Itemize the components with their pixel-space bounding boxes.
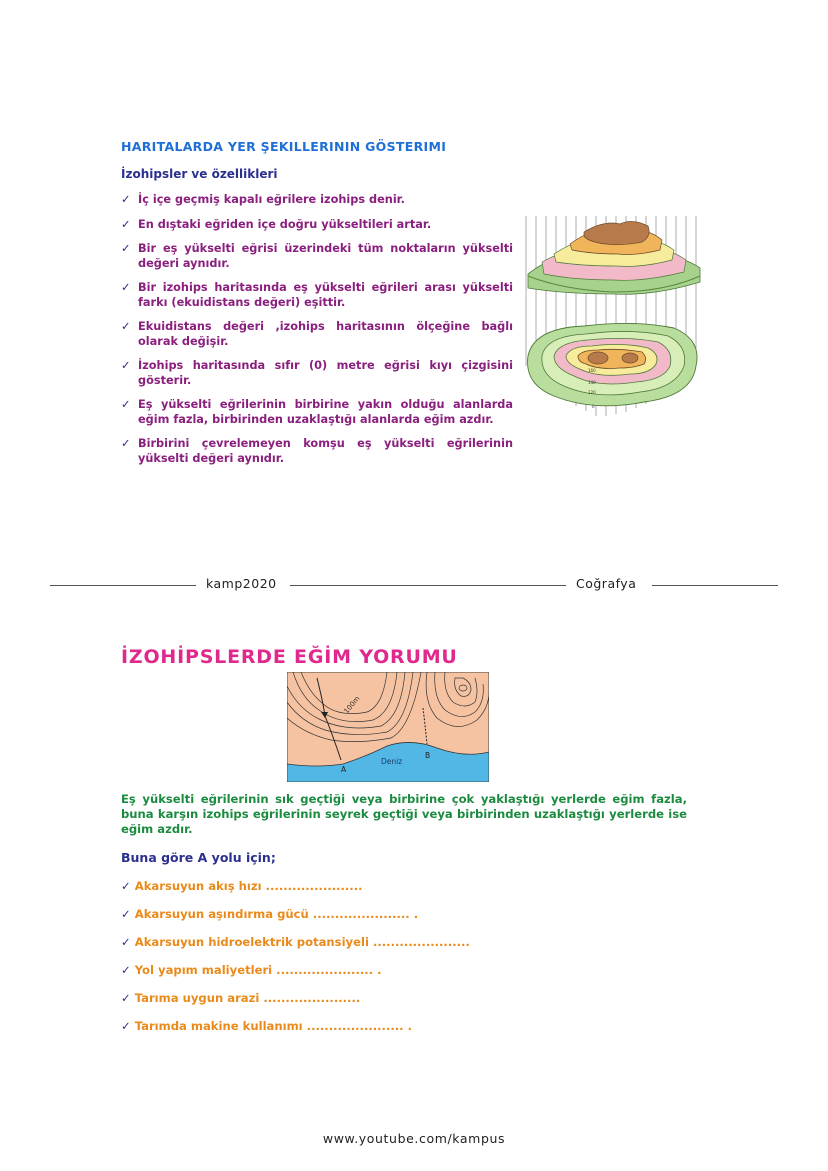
- check-icon: ✓: [121, 217, 131, 231]
- section-subtitle: İzohipsler ve özellikleri: [121, 167, 278, 181]
- section-title: İZOHİPSLERDE EĞİM YORUMU: [121, 646, 458, 668]
- check-icon: ✓: [121, 242, 131, 255]
- list-item: ✓ Tarıma uygun arazi ......................: [121, 991, 361, 1005]
- list-item: ✓ Yol yapım maliyetleri ...................... .: [121, 963, 382, 977]
- check-icon: ✓: [121, 1019, 131, 1033]
- list-item: ✓ Eş yükselti eğrilerinin birbirine yakın olduğu alanlarda eğim fazla, birbirinden uzaklaştığı alanlarda eğim azdır.: [121, 398, 513, 426]
- list-item: ✓ Bir eş yükselti eğrisi üzerindeki tüm noktaların yükselti değeri aynıdır.: [121, 242, 513, 270]
- topographic-illustration: [524, 216, 702, 428]
- sea-label: Deniz: [381, 757, 403, 766]
- divider-right-label: Coğrafya: [576, 576, 637, 591]
- slope-contour-map: [287, 672, 489, 782]
- contour-label: 100m: [342, 694, 362, 716]
- list-item: ✓ Akarsuyun hidroelektrik potansiyeli ......................: [121, 935, 470, 949]
- divider-line: [50, 585, 196, 586]
- list-item: ✓ Bir izohips haritasında eş yükselti eğrileri arası yükselti farkı (ekuidistans değeri) eşittir.: [121, 281, 513, 309]
- list-item: ✓ En dıştaki eğriden içe doğru yükseltileri artar.: [121, 217, 432, 231]
- list-item: ✓ Birbirini çevrelemeyen komşu eş yükselti eğrilerinin yükselti değeri aynıdır.: [121, 437, 513, 465]
- check-icon: ✓: [121, 281, 131, 294]
- divider-left-label: kamp2020: [206, 576, 277, 591]
- check-icon: ✓: [121, 963, 131, 977]
- check-icon: ✓: [121, 320, 131, 333]
- list-item: ✓ Ekuidistans değeri ,izohips haritasının ölçeğine bağlı olarak değişir.: [121, 320, 513, 348]
- check-icon: ✓: [121, 193, 131, 206]
- contour-label: 160: [588, 368, 596, 373]
- list-item: ✓ Akarsuyun akış hızı ......................: [121, 879, 363, 893]
- check-icon: ✓: [121, 437, 131, 450]
- list-item: ✓ İzohips haritasında sıfır (0) metre eğrisi kıyı çizgisini gösterir.: [121, 359, 513, 387]
- section-divider: [50, 576, 778, 594]
- properties-list: [121, 193, 513, 476]
- section-title: HARITALARDA YER ŞEKILLERININ GÖSTERIMI: [121, 139, 447, 154]
- check-icon: ✓: [121, 907, 131, 921]
- footer-url: www.youtube.com/kampus: [322, 1131, 506, 1146]
- question-list: [121, 877, 470, 1045]
- list-item: ✓ Akarsuyun aşındırma gücü ...................... .: [121, 907, 419, 921]
- list-item: ✓ Tarımda makine kullanımı ...................... .: [121, 1019, 413, 1033]
- check-icon: ✓: [121, 359, 131, 372]
- point-b-label: B: [425, 751, 431, 760]
- check-icon: ✓: [121, 935, 131, 949]
- check-icon: ✓: [121, 398, 131, 411]
- contour-label: 120: [588, 390, 596, 395]
- question-subtitle: Buna göre A yolu için;: [121, 850, 276, 865]
- check-icon: ✓: [121, 991, 131, 1005]
- list-item: ✓ İç içe geçmiş kapalı eğrilere izohips denir.: [121, 193, 405, 206]
- check-icon: ✓: [121, 879, 131, 893]
- contour-label: 140: [588, 380, 596, 385]
- point-a-label: A: [341, 765, 347, 774]
- divider-line: [652, 585, 778, 586]
- divider-line: [290, 585, 566, 586]
- slope-paragraph: Eş yükselti eğrilerinin sık geçtiği veya birbirine çok yaklaştığı yerlerde eğim fazla, buna karşın izohips eğrilerinin seyrek geçtiği veya birbirinden uzaklaştığı yerlerde ise eğim azdır.: [121, 792, 687, 836]
- contour-label: 0: [592, 404, 595, 409]
